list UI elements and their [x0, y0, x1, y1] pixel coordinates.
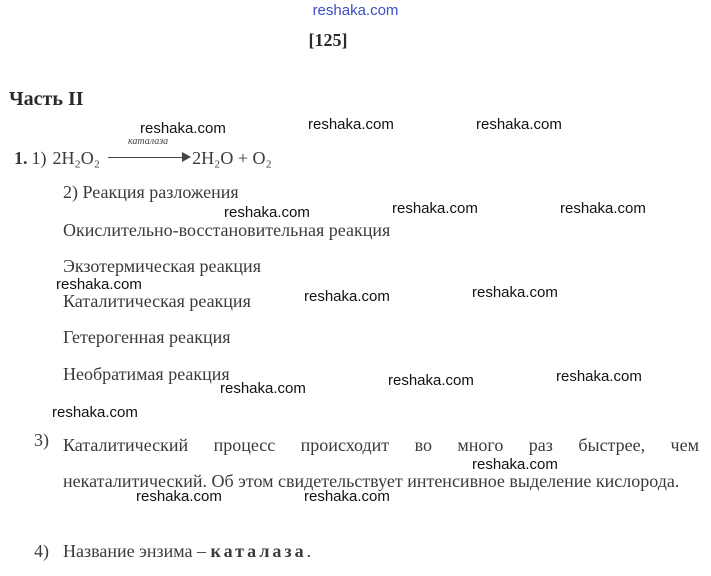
arrow-line — [108, 157, 186, 158]
reaction-arrow — [108, 136, 192, 164]
watermark-text: reshaka.com — [388, 372, 474, 389]
explanation-paragraph: Каталитический процесс происходит во много раз быстрее, чем некаталитический. Об этом свидетельствует интенсивное выделение кислорода. — [63, 435, 699, 491]
part-title: Часть II — [9, 88, 84, 110]
page-number: [125] — [308, 30, 348, 50]
classification-text: Реакция разложения — [82, 182, 239, 202]
catalyst-label: каталаза — [127, 136, 169, 147]
classification-item: Окислительно-восстановительная реакция — [63, 220, 391, 240]
watermark-text: reshaka.com — [472, 284, 558, 301]
watermark-text: reshaka.com — [224, 204, 310, 221]
watermark-text: reshaka.com — [220, 380, 306, 397]
task-number: 1. — [14, 148, 28, 168]
watermark-text: reshaka.com — [560, 200, 646, 217]
classification-item: Необратимая реакция — [63, 364, 230, 384]
enzyme-name-line — [63, 541, 311, 562]
equation-row — [14, 136, 272, 169]
watermark-text: reshaka.com — [52, 404, 138, 421]
watermark-text: reshaka.com — [136, 488, 222, 505]
watermark-text: reshaka.com — [304, 288, 390, 305]
equation-products: 2H₂O + O₂ — [192, 148, 272, 168]
watermark-text: reshaka.com — [140, 120, 226, 137]
watermark-text: reshaka.com — [556, 368, 642, 385]
classification-item: Гетерогенная реакция — [63, 327, 231, 347]
classification-item: Каталитическая реакция — [63, 291, 251, 311]
site-header-link[interactable]: reshaka.com — [312, 2, 399, 19]
enzyme-suffix: . — [306, 541, 312, 561]
item-label: 2) — [63, 182, 78, 202]
watermark-text: reshaka.com — [304, 488, 390, 505]
classification-item — [63, 182, 239, 203]
watermark-text: reshaka.com — [56, 276, 142, 293]
watermark-text: reshaka.com — [472, 456, 558, 473]
watermark-text: reshaka.com — [308, 116, 394, 133]
classification-item: Экзотермическая реакция — [63, 256, 261, 276]
enzyme-name: каталаза — [210, 541, 307, 561]
watermark-text: reshaka.com — [392, 200, 478, 217]
item-label: 4) — [34, 541, 49, 561]
item-label: 3) — [34, 430, 49, 450]
watermark-text: reshaka.com — [476, 116, 562, 133]
enzyme-prefix: Название энзима – — [63, 541, 206, 561]
equation-reactant: 2H₂O₂ — [52, 148, 101, 168]
item-label: 1) — [31, 148, 47, 168]
arrow-head-icon — [182, 152, 191, 162]
